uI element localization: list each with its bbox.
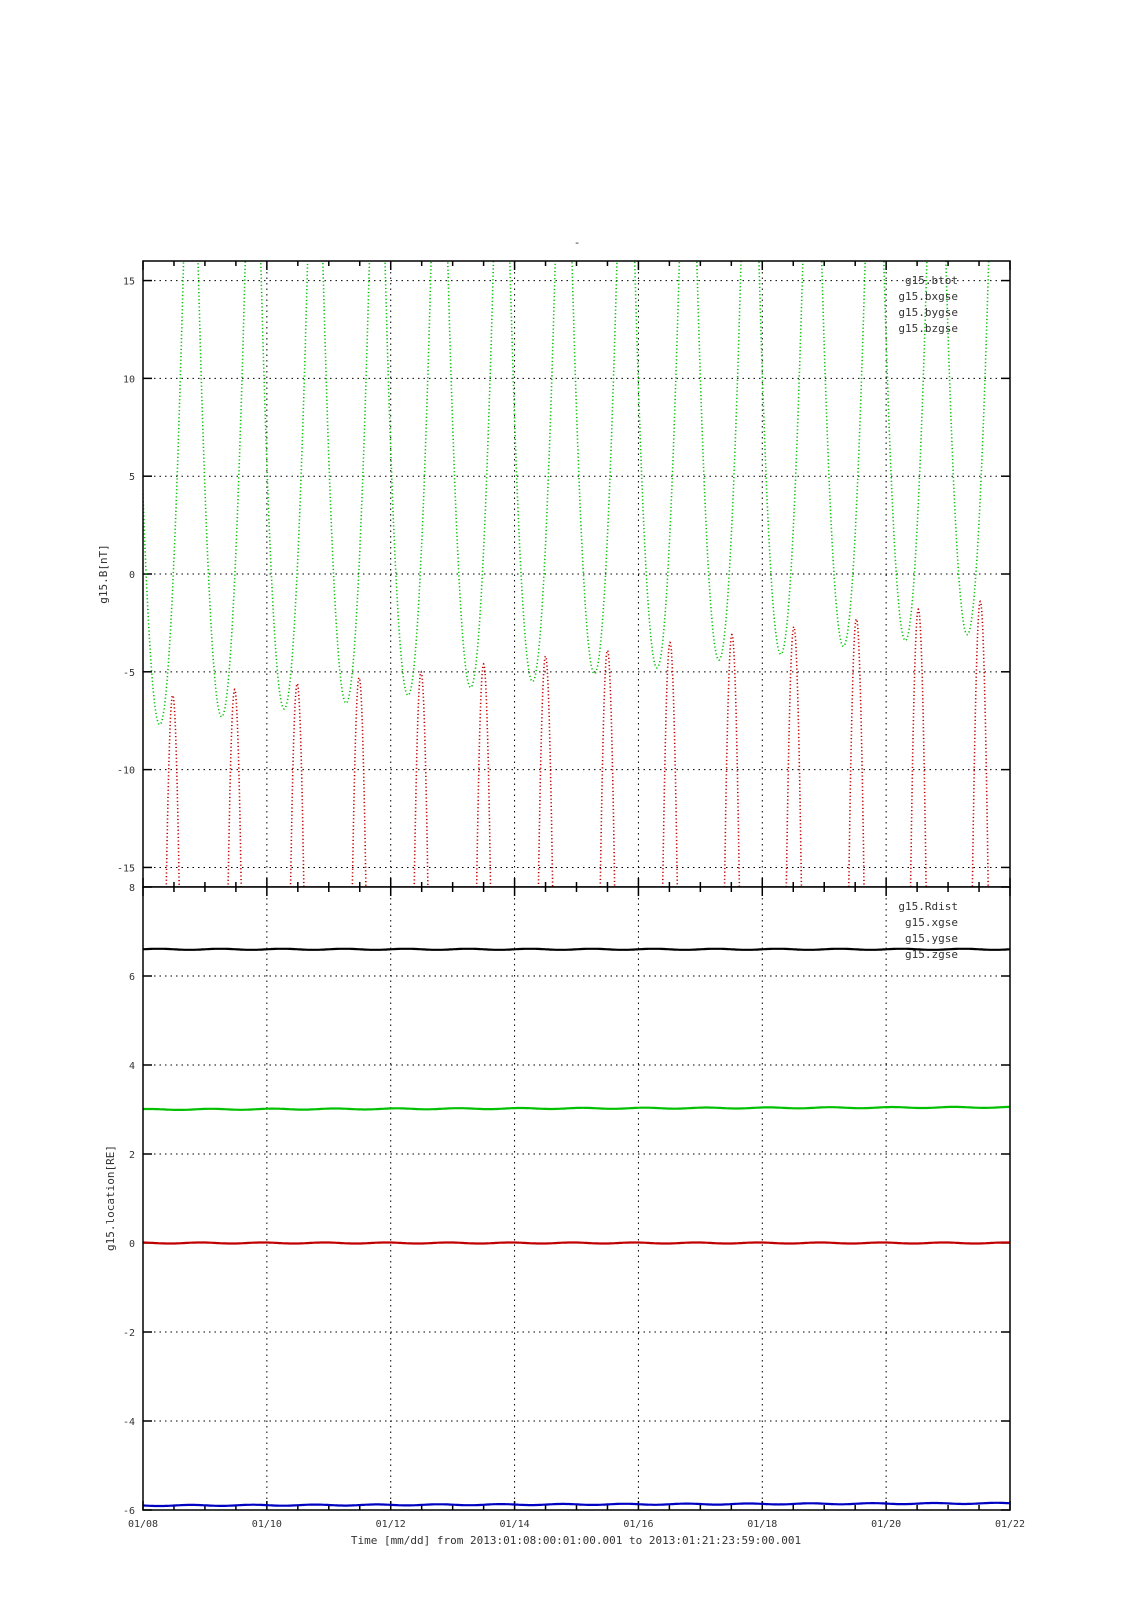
location-legend-label: g15.ygse: [905, 932, 958, 945]
location-ytick-label: 0: [128, 1239, 135, 1250]
b-field-ytick-label: -5: [122, 667, 135, 679]
location-ytick-label: 6: [128, 972, 135, 983]
x-tick-label: 01/22: [994, 1519, 1026, 1530]
b-field-legend-label: g15.bxgse: [898, 290, 958, 303]
x-tick-label: 01/10: [251, 1519, 282, 1530]
location-ytick-label: 8: [128, 883, 135, 894]
x-tick-label: 01/12: [375, 1519, 406, 1530]
b-field-ytick-label: 10: [122, 374, 135, 386]
location-panel: [104, 883, 1025, 1530]
b-field-ytick-label: 15: [122, 276, 135, 288]
location-legend-label: g15.xgse: [905, 916, 958, 929]
x-tick-label: 01/18: [747, 1519, 778, 1530]
b-field-ytick-label: -15: [116, 863, 135, 875]
b-field-ytick-label: 0: [128, 570, 135, 581]
location-ytick-label: -2: [122, 1328, 135, 1339]
location-ylabel: g15.location[RE]: [104, 1145, 117, 1251]
b-field-legend-label: g15.bygse: [898, 306, 958, 319]
location-legend-label: g15.zgse: [905, 948, 958, 961]
location-legend-label: g15.Rdist: [898, 900, 958, 913]
location-series-rdist: [143, 949, 1010, 950]
b-field-ylabel: g15.B[nT]: [97, 544, 110, 604]
figure-title: -: [573, 236, 581, 249]
location-ytick-label: -6: [122, 1506, 135, 1517]
location-ytick-label: 4: [128, 1061, 135, 1072]
location-ytick-label: 2: [128, 1150, 135, 1161]
x-tick-label: 01/14: [499, 1519, 530, 1530]
b-field-ytick-label: 5: [128, 472, 135, 484]
b-field-legend-label: g15.btot: [905, 274, 958, 287]
b-field-ytick-label: -10: [116, 765, 135, 777]
x-tick-label: 01/20: [871, 1519, 902, 1530]
x-axis-label: Time [mm/dd] from 2013:01:08:00:01:00.001 to 2013:01:21:23:59:00.001: [350, 1534, 802, 1547]
x-tick-label: 01/16: [623, 1519, 654, 1530]
b-field-panel: [97, 256, 1010, 892]
x-tick-label: 01/08: [127, 1519, 159, 1530]
location-ytick-label: -4: [122, 1417, 135, 1428]
b-field-legend-label: g15.bzgse: [898, 322, 958, 335]
location-series-xgse: [143, 1243, 1010, 1244]
